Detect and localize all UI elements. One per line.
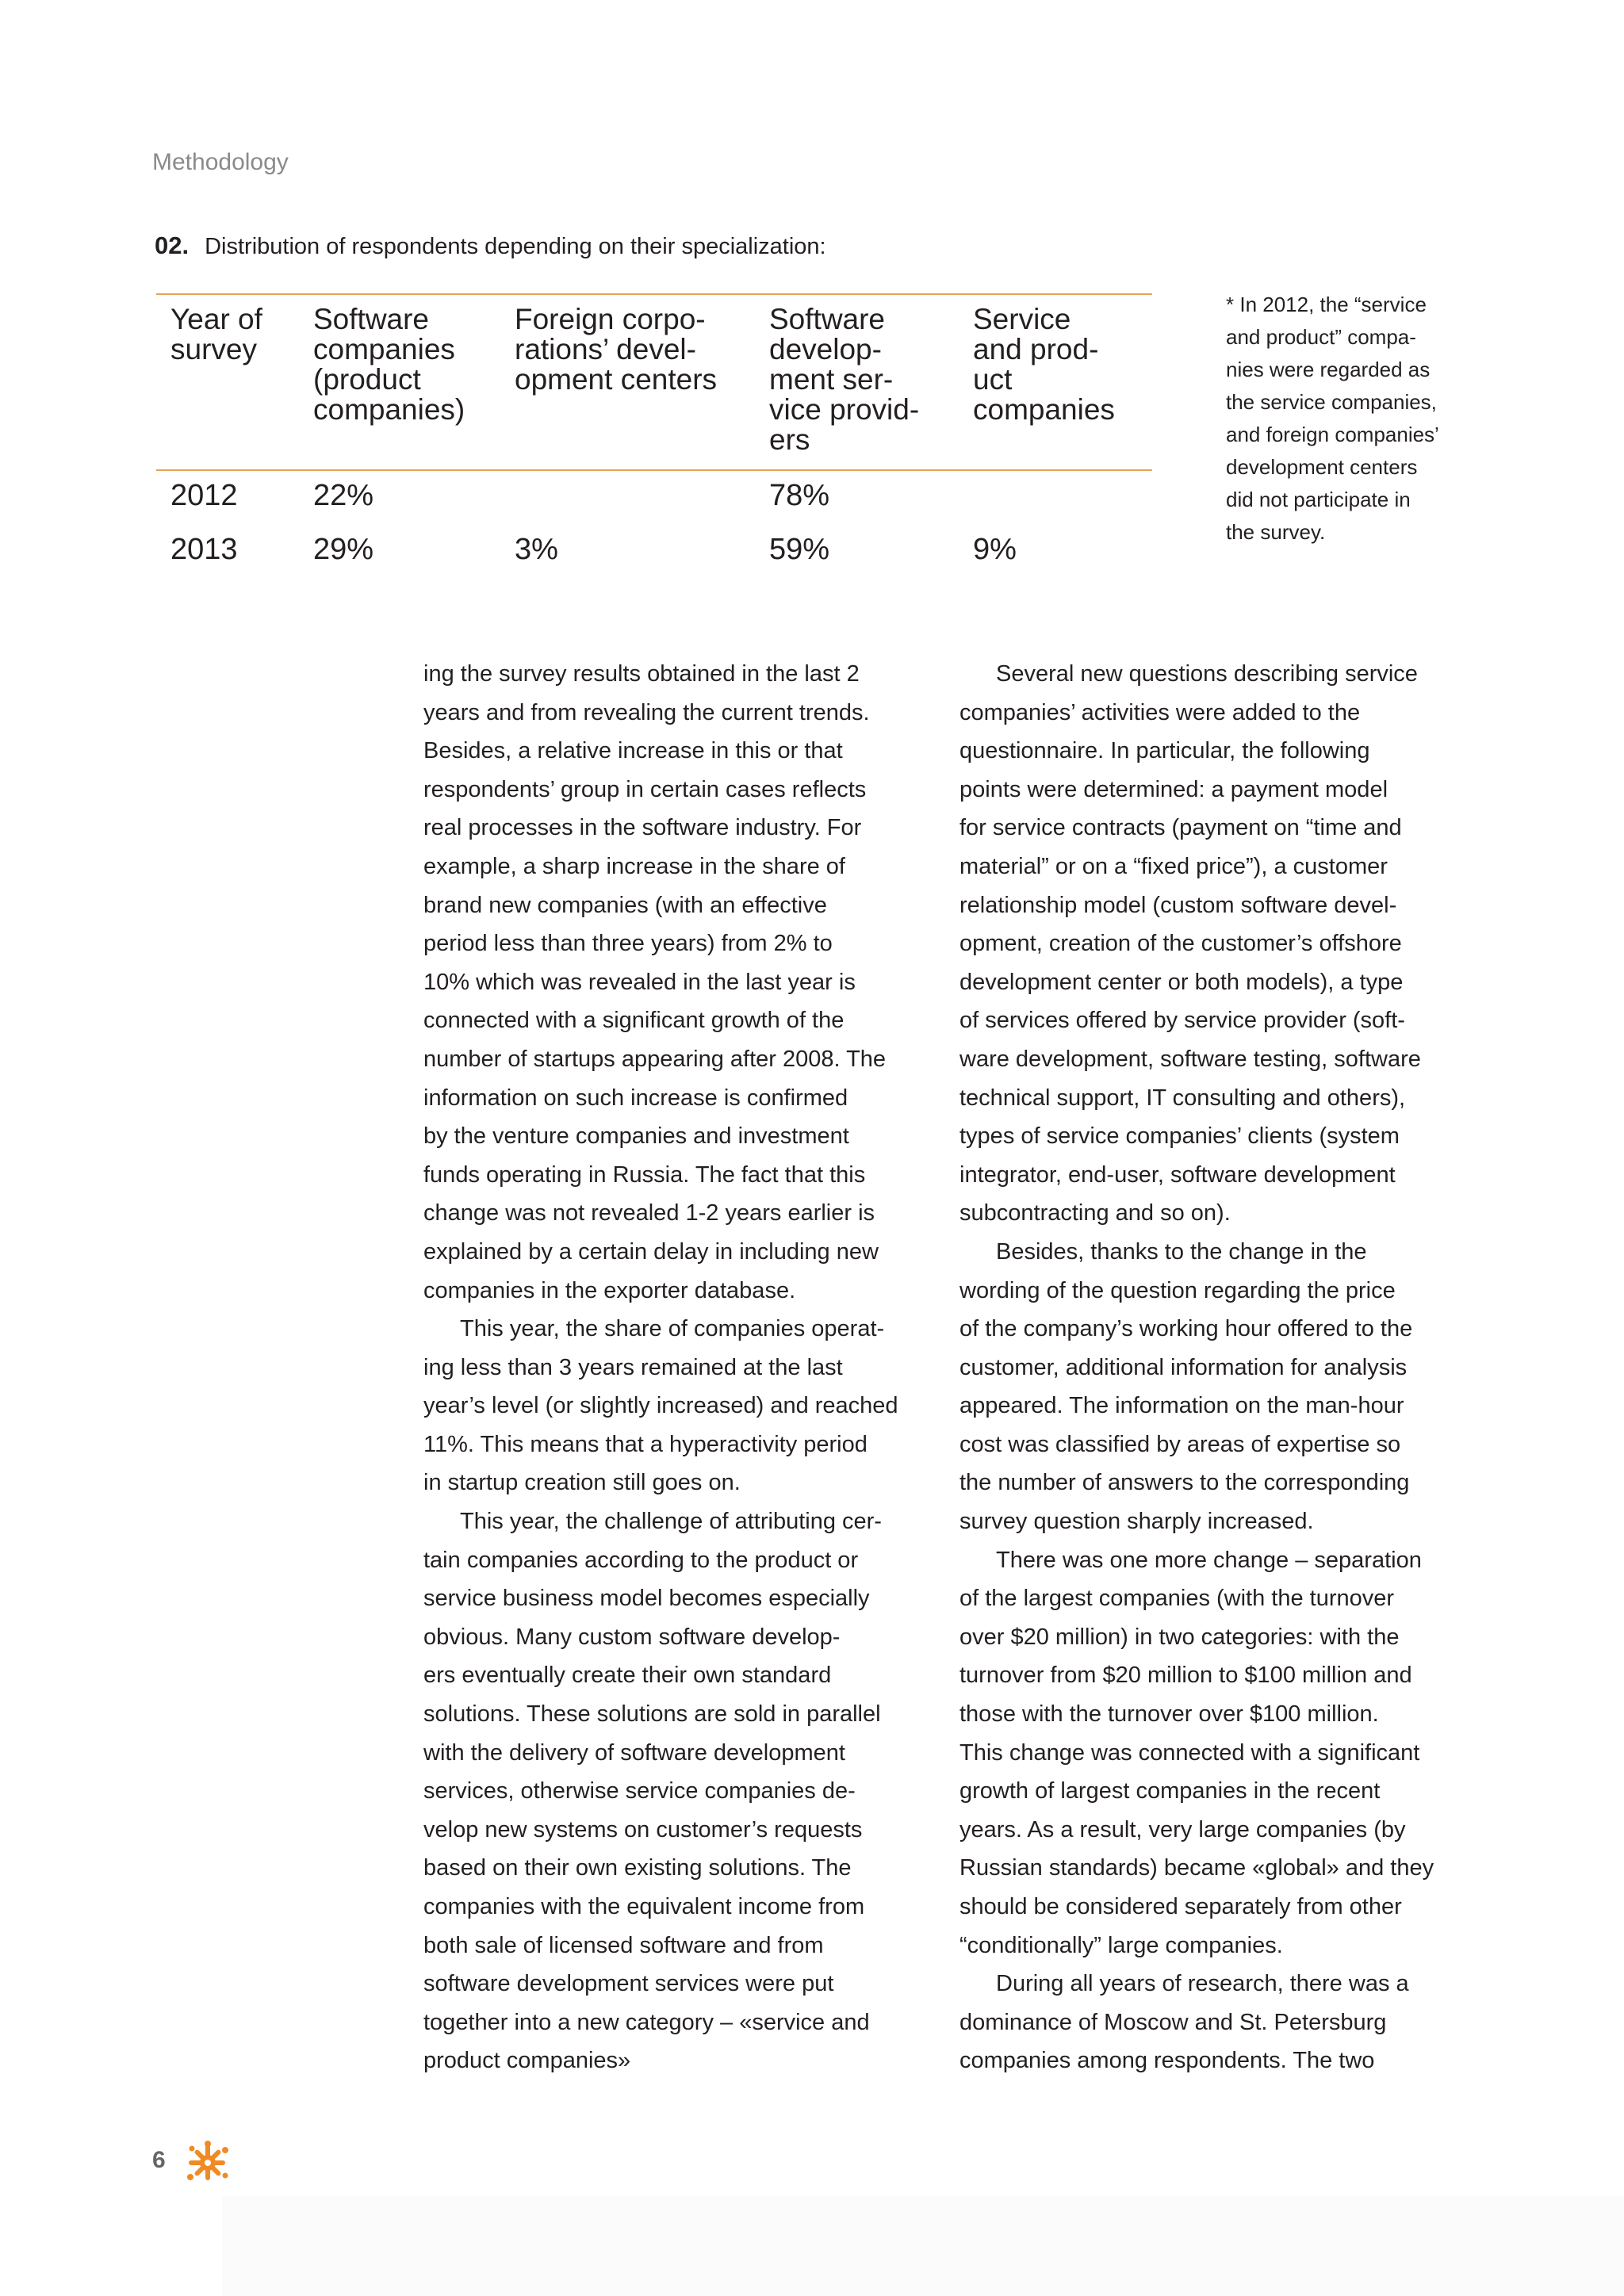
- table-number: 02.: [155, 232, 190, 259]
- body-column-right: [959, 655, 1467, 2080]
- table-row: [156, 471, 1152, 525]
- text-line: of services offered by service provider (soft-: [959, 1008, 1405, 1034]
- table-cell: 29%: [313, 533, 374, 566]
- table-header-row: [156, 295, 1152, 471]
- column-header-year: Year of survey: [170, 303, 262, 365]
- table-footnote: * In 2012, the “service and product” compa- nies were regarded as the service companies, and foreign companies’ development centers did not participate in the survey.: [1226, 293, 1439, 544]
- text-line: number of startups appearing after 2008. The: [423, 1046, 887, 1072]
- table-cell: 2012: [170, 479, 238, 512]
- text-line: those with the turnover over $100 million.: [959, 1701, 1379, 1728]
- text-line: solutions. These solutions are sold in parallel: [423, 1701, 881, 1728]
- text-line: This year, the challenge of attributing cer-: [460, 1509, 882, 1535]
- text-line: with the delivery of software development: [423, 1739, 845, 1766]
- text-line: of the company’s working hour offered to the: [959, 1316, 1413, 1342]
- text-line: should be considered separately from other: [959, 1894, 1402, 1919]
- column-header-foreign-centers: Foreign corpo- rations’ devel- opment centers: [515, 303, 718, 396]
- text-line: development center or both models), a type: [959, 969, 1404, 995]
- text-line: ing the survey results obtained in the last 2: [423, 661, 860, 687]
- text-line: connected with a significant growth of the: [423, 1008, 845, 1034]
- text-line: opment, creation of the customer’s offshore: [959, 931, 1402, 957]
- text-line: funds operating in Russia. The fact that this: [423, 1161, 866, 1188]
- text-line: example, a sharp increase in the share of: [423, 853, 845, 879]
- text-line: velop new systems on customer’s requests: [423, 1816, 863, 1843]
- table-cell: 3%: [515, 533, 558, 566]
- text-line: Russian standards) became «global» and they: [959, 1855, 1434, 1881]
- text-line: There was one more change – separation: [996, 1547, 1422, 1573]
- text-line: companies among respondents. The two: [959, 2048, 1375, 2074]
- column-header-service-product: Service and prod- uct companies: [973, 303, 1115, 426]
- text-line: Several new questions describing service: [996, 661, 1418, 687]
- text-line: based on their own existing solutions. The: [423, 1855, 852, 1881]
- text-line: questionnaire. In particular, the following: [959, 738, 1370, 764]
- text-line: 10% which was revealed in the last year is: [423, 969, 856, 995]
- text-line: relationship model (custom software devel-: [959, 892, 1397, 918]
- body-column-left: [423, 655, 931, 2080]
- text-line: information on such increase is confirmed: [423, 1085, 848, 1111]
- text-line: together into a new category – «service and: [423, 2009, 870, 2035]
- text-line: real processes in the software industry. For: [423, 815, 862, 841]
- text-line: over $20 million) in two categories: with the: [959, 1624, 1400, 1650]
- page-corner-shade: [222, 2196, 1624, 2296]
- text-line: This year, the share of companies operat-: [460, 1316, 885, 1342]
- column-header-service-providers: Software develop- ment ser- vice provid- ers: [769, 303, 920, 456]
- text-line: the number of answers to the corresponding: [959, 1470, 1410, 1496]
- table-caption: [155, 232, 826, 260]
- text-line: technical support, IT consulting and others),: [959, 1085, 1406, 1111]
- text-line: “conditionally” large companies.: [959, 1932, 1283, 1958]
- text-line: of the largest companies (with the turnover: [959, 1586, 1395, 1612]
- table-cell: 59%: [769, 533, 830, 566]
- text-line: tain companies according to the product or: [423, 1547, 859, 1573]
- text-line: Besides, thanks to the change in the: [996, 1238, 1367, 1265]
- text-line: years. As a result, very large companies (by: [959, 1816, 1406, 1843]
- section-label: Methodology: [152, 149, 289, 175]
- text-line: material” or on a “fixed price”), a customer: [959, 853, 1388, 879]
- text-line: wording of the question regarding the price: [959, 1277, 1396, 1303]
- text-line: survey question sharply increased.: [959, 1509, 1314, 1535]
- text-line: product companies»: [423, 2048, 631, 2074]
- text-line: cost was classified by areas of expertise so: [959, 1431, 1401, 1457]
- text-line: appeared. The information on the man-hour: [959, 1393, 1404, 1419]
- text-line: period less than three years) from 2% to: [423, 931, 833, 957]
- text-line: explained by a certain delay in including new: [423, 1238, 879, 1265]
- text-line: respondents’ group in certain cases reflects: [423, 776, 867, 802]
- text-line: This change was connected with a significant: [959, 1739, 1420, 1766]
- text-line: for service contracts (payment on “time and: [959, 815, 1402, 841]
- text-line: brand new companies (with an effective: [423, 892, 827, 918]
- column-header-software-companies: Software companies (product companies): [313, 303, 465, 426]
- text-line: year’s level (or slightly increased) and reached: [423, 1393, 898, 1419]
- text-line: services, otherwise service companies de-: [423, 1778, 856, 1804]
- text-line: years and from revealing the current trends.: [423, 699, 870, 725]
- page-number: 6: [152, 2147, 166, 2173]
- text-line: points were determined: a payment model: [959, 776, 1388, 802]
- text-line: companies in the exporter database.: [423, 1277, 796, 1303]
- text-line: change was not revealed 1-2 years earlier is: [423, 1200, 875, 1226]
- text-line: ware development, software testing, software: [959, 1046, 1421, 1072]
- text-line: obvious. Many custom software develop-: [423, 1624, 841, 1650]
- text-line: both sale of licensed software and from: [423, 1932, 824, 1958]
- text-line: growth of largest companies in the recent: [959, 1778, 1381, 1804]
- text-line: ing less than 3 years remained at the last: [423, 1354, 843, 1380]
- text-line: integrator, end-user, software development: [959, 1161, 1396, 1188]
- table-cell: 2013: [170, 533, 238, 566]
- table-caption-text: Distribution of respondents depending on their specialization:: [205, 234, 826, 259]
- text-line: companies’ activities were added to the: [959, 699, 1361, 725]
- table-row: [156, 525, 1152, 579]
- table-cell: 22%: [313, 479, 374, 512]
- orange-splash-logo-icon: [186, 2141, 230, 2185]
- table-cell: 78%: [769, 479, 830, 512]
- text-line: companies with the equivalent income from: [423, 1894, 865, 1919]
- text-line: in startup creation still goes on.: [423, 1470, 741, 1496]
- table-cell: 9%: [973, 533, 1017, 566]
- distribution-table: [156, 293, 1152, 579]
- text-line: types of service companies’ clients (system: [959, 1123, 1400, 1150]
- text-line: turnover from $20 million to $100 million and: [959, 1663, 1412, 1689]
- text-line: dominance of Moscow and St. Petersburg: [959, 2009, 1387, 2035]
- text-line: service business model becomes especially: [423, 1586, 870, 1612]
- text-line: subcontracting and so on).: [959, 1200, 1231, 1226]
- text-line: by the venture companies and investment: [423, 1123, 849, 1150]
- text-line: Besides, a relative increase in this or that: [423, 738, 843, 764]
- text-line: ers eventually create their own standard: [423, 1663, 832, 1689]
- text-line: 11%. This means that a hyperactivity period: [423, 1431, 868, 1457]
- text-line: customer, additional information for analysis: [959, 1354, 1408, 1380]
- text-line: During all years of research, there was a: [996, 1971, 1409, 1997]
- text-line: software development services were put: [423, 1971, 834, 1997]
